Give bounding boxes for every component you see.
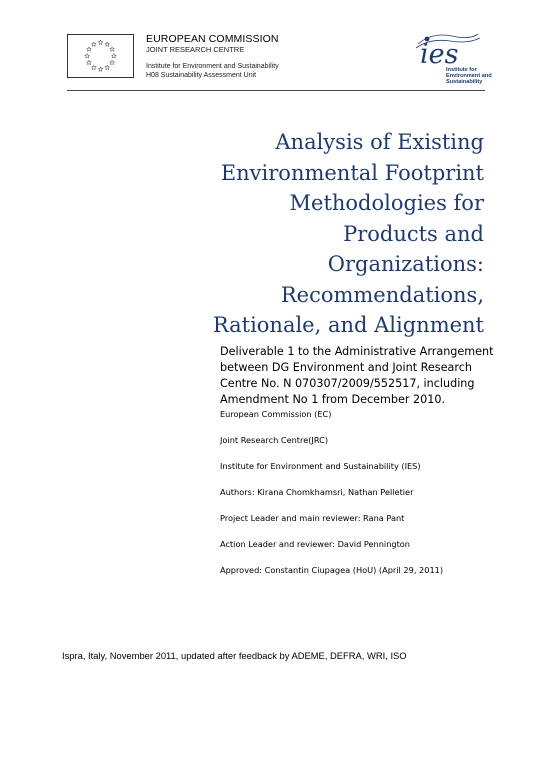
- document-title: [154, 127, 484, 341]
- eu-star-icon: [105, 42, 110, 46]
- title-line: Methodologies for: [289, 191, 484, 215]
- deliverable-line: Centre No. N 070307/2009/552517, including: [220, 377, 475, 390]
- eu-star-icon: [105, 65, 110, 69]
- eu-star-icon: [91, 42, 96, 46]
- eu-star-icon: [110, 47, 115, 51]
- unit-name: H08 Sustainability Assessment Unit: [146, 72, 257, 79]
- publication-note: Ispra, Italy, November 2011, updated after feedback by ADEME, DEFRA, WRI, ISO: [62, 650, 407, 661]
- header-block: [146, 33, 279, 80]
- credit-authors: Authors: Kirana Chomkhamsri, Nathan Pelletier: [220, 487, 414, 497]
- logo-tagline-3: Sustainability: [446, 79, 483, 85]
- eu-star-icon: [91, 65, 96, 69]
- title-line: Environmental Footprint: [220, 160, 484, 185]
- credits-list: [220, 409, 510, 591]
- eu-star-icon: [98, 67, 103, 71]
- deliverable-line: Amendment No 1 from December 2010.: [220, 393, 446, 406]
- eu-star-icon: [87, 47, 92, 51]
- credit-centre: Joint Research Centre(JRC): [220, 435, 329, 445]
- credit-project-leader: Project Leader and main reviewer: Rana Pant: [220, 513, 405, 523]
- title-line: Recommendations,: [280, 282, 484, 307]
- logo-wordmark: ies: [420, 39, 459, 70]
- organization-name: EUROPEAN COMMISSION: [146, 33, 279, 45]
- deliverable-line: Deliverable 1 to the Administrative Arrangement: [220, 345, 494, 358]
- logo-tagline-1: Institute for: [446, 67, 477, 73]
- title-line: Products and: [343, 221, 484, 246]
- deliverable-statement: [220, 344, 500, 408]
- eu-star-icon: [87, 60, 92, 64]
- eu-stars-icon: [68, 35, 133, 77]
- header-divider: [67, 90, 485, 91]
- centre-name: JOINT RESEARCH CENTRE: [146, 45, 245, 54]
- eu-star-icon: [110, 60, 115, 64]
- logo-tagline-2: Environment and: [446, 73, 492, 79]
- credit-action-leader: Action Leader and reviewer: David Pennington: [220, 539, 410, 549]
- ies-logo: [412, 30, 492, 88]
- credit-organization: European Commission (EC): [220, 409, 332, 419]
- institute-name: Institute for Environment and Sustainability: [146, 63, 279, 70]
- eu-star-icon: [85, 54, 90, 58]
- title-line: Organizations:: [327, 252, 484, 276]
- deliverable-line: between DG Environment and Joint Research: [220, 361, 472, 374]
- credit-approval: Approved: Constantin Ciupagea (HoU) (April 29, 2011): [220, 565, 444, 575]
- eu-flag-logo: [67, 34, 134, 78]
- credit-institute: Institute for Environment and Sustainability (IES): [220, 461, 421, 471]
- title-line: Analysis of Existing: [275, 130, 484, 154]
- eu-star-icon: [98, 40, 103, 44]
- title-line: Rationale, and Alignment: [212, 313, 484, 337]
- eu-star-icon: [112, 54, 117, 58]
